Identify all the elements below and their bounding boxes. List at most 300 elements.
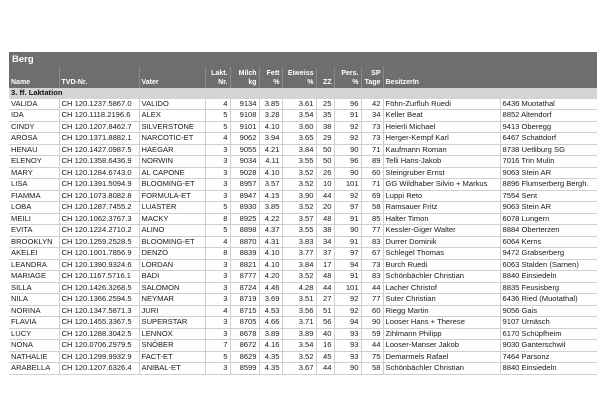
cell-pers: 97 — [334, 248, 361, 260]
cell-eiweiss: 3.57 — [282, 213, 316, 225]
cell-milch: 9134 — [230, 99, 259, 110]
cell-milch: 9108 — [230, 110, 259, 122]
cell-fett: 3.89 — [259, 328, 282, 340]
cell-ort: 6436 Ried (Muotathal) — [500, 294, 597, 306]
cell-eiweiss: 3.61 — [282, 99, 316, 110]
cell-sp: 71 — [361, 144, 383, 156]
cell-besitzer: Ramsauer Fritz — [383, 202, 500, 214]
table-title-row — [9, 52, 597, 67]
cell-sp: 34 — [361, 110, 383, 122]
cell-zz: 34 — [316, 236, 334, 248]
cell-vater: NORWIN — [139, 156, 205, 168]
cell-milch: 8777 — [230, 271, 259, 283]
cell-name: ELENOY — [9, 156, 59, 168]
cell-besitzer: Zihlmann Philipp — [383, 328, 500, 340]
cell-name: FIAMMA — [9, 190, 59, 202]
cell-lakt: 5 — [205, 225, 230, 237]
cell-milch: 8724 — [230, 282, 259, 294]
cell-eiweiss: 3.52 — [282, 351, 316, 363]
cell-zz: 48 — [316, 271, 334, 283]
table-row — [9, 167, 597, 179]
cell-sp: 77 — [361, 294, 383, 306]
cell-ort: 7554 Sent — [500, 190, 597, 202]
cell-besitzer: Lacher Christof — [383, 282, 500, 294]
col-header-eiweiss-line2: % — [307, 79, 314, 86]
cell-eiweiss: 3.54 — [282, 340, 316, 352]
cell-pers: 92 — [334, 294, 361, 306]
cell-tvd: CH 120.1390.9324.6 — [59, 259, 139, 271]
cell-besitzer: Demarmels Rafael — [383, 351, 500, 363]
cell-zz: 16 — [316, 340, 334, 352]
table-row — [9, 351, 597, 363]
cell-tvd: CH 120.1001.7856.9 — [59, 248, 139, 260]
cell-besitzer: GG Wildhaber Silvio + Markus — [383, 179, 500, 191]
cell-lakt: 3 — [205, 363, 230, 375]
cell-pers: 90 — [334, 144, 361, 156]
cell-lakt: 3 — [205, 167, 230, 179]
cell-lakt: 3 — [205, 282, 230, 294]
cell-milch: 8599 — [230, 363, 259, 375]
cell-vater: LENNOX — [139, 328, 205, 340]
cell-vater: BLOOMING-ET — [139, 179, 205, 191]
cell-pers: 91 — [334, 110, 361, 122]
cell-lakt: 3 — [205, 179, 230, 191]
cell-fett: 3.85 — [259, 99, 282, 110]
cell-ort: 9107 Urnäsch — [500, 317, 597, 329]
cell-zz: 35 — [316, 110, 334, 122]
cell-lakt: 8 — [205, 248, 230, 260]
cell-pers: 92 — [334, 190, 361, 202]
cell-sp: 58 — [361, 202, 383, 214]
cell-tvd: CH 120.1427.0987.5 — [59, 144, 139, 156]
cell-milch: 8947 — [230, 190, 259, 202]
cell-lakt: 7 — [205, 340, 230, 352]
cell-eiweiss: 3.65 — [282, 133, 316, 145]
cell-lakt: 3 — [205, 144, 230, 156]
cell-besitzer: Föhn-Zurfluh Ruedi — [383, 99, 500, 110]
col-header-lakt-line1: Lakt. — [211, 70, 228, 77]
cell-lakt: 5 — [205, 351, 230, 363]
cell-zz: 29 — [316, 133, 334, 145]
col-header-lakt-line2: Nr. — [218, 79, 228, 86]
cell-sp: 44 — [361, 282, 383, 294]
cell-milch: 8672 — [230, 340, 259, 352]
cell-tvd: CH 120.0706.2979.5 — [59, 340, 139, 352]
col-header-fett — [259, 67, 282, 88]
cell-milch: 9101 — [230, 121, 259, 133]
cell-vater: SILVERSTONE — [139, 121, 205, 133]
cell-eiweiss: 3.52 — [282, 271, 316, 283]
cell-besitzer: Riegg Martin — [383, 305, 500, 317]
cell-ort: 6436 Muotathal — [500, 99, 597, 110]
cell-name: NATHALIE — [9, 351, 59, 363]
cell-sp: 75 — [361, 351, 383, 363]
cell-pers: 92 — [334, 305, 361, 317]
cell-name: LUCY — [9, 328, 59, 340]
cell-ort: 6467 Schattdorf — [500, 133, 597, 145]
col-header-fett-line1: Fett — [266, 70, 280, 77]
cell-ort: 9063 Stein AR — [500, 167, 597, 179]
cell-name: NILA — [9, 294, 59, 306]
col-header-besitzer: BesitzerIn — [383, 67, 597, 88]
cell-fett: 4.46 — [259, 282, 282, 294]
col-header-sp-line2: Tage — [364, 79, 381, 86]
cell-vater: LUASTER — [139, 202, 205, 214]
cell-zz: 27 — [316, 294, 334, 306]
cell-tvd: CH 120.1287.7455.2 — [59, 202, 139, 214]
table-title: Berg — [9, 52, 597, 67]
table-row — [9, 99, 597, 110]
cell-fett: 4.22 — [259, 213, 282, 225]
cell-pers: 91 — [334, 213, 361, 225]
cell-fett: 4.66 — [259, 317, 282, 329]
table-row — [9, 156, 597, 168]
col-header-sp — [361, 67, 383, 88]
cell-milch: 8870 — [230, 236, 259, 248]
table-row — [9, 328, 597, 340]
cell-pers: 93 — [334, 328, 361, 340]
cell-sp: 89 — [361, 156, 383, 168]
cell-tvd: CH 120.1259.2528.5 — [59, 236, 139, 248]
cell-ort: 8852 Altendorf — [500, 110, 597, 122]
cell-lakt: 5 — [205, 202, 230, 214]
cell-besitzer: Kessler-Giger Walter — [383, 225, 500, 237]
cell-name: LISA — [9, 179, 59, 191]
cell-besitzer: Suter Christian — [383, 294, 500, 306]
cell-tvd: CH 120.1347.5871.3 — [59, 305, 139, 317]
cell-tvd: CH 120.1207.8462.7 — [59, 121, 139, 133]
cell-eiweiss: 4.28 — [282, 282, 316, 294]
section-label: 3. ff. Laktation — [9, 88, 597, 99]
cell-name: NORINA — [9, 305, 59, 317]
cell-ort: 8896 Flumserberg Bergh. — [500, 179, 597, 191]
cell-lakt: 3 — [205, 156, 230, 168]
cell-sp: 44 — [361, 340, 383, 352]
header-row — [9, 67, 597, 88]
cell-fett: 4.10 — [259, 248, 282, 260]
cell-fett: 4.53 — [259, 305, 282, 317]
col-header-pers-line2: % — [352, 79, 359, 86]
table-row — [9, 144, 597, 156]
cell-zz: 50 — [316, 144, 334, 156]
table-row — [9, 179, 597, 191]
table-row — [9, 190, 597, 202]
cell-sp: 83 — [361, 236, 383, 248]
cell-vater: FACT-ET — [139, 351, 205, 363]
cell-besitzer: Telli Hans-Jakob — [383, 156, 500, 168]
cell-fett: 4.20 — [259, 271, 282, 283]
livestock-table-container — [9, 52, 597, 375]
table-row — [9, 340, 597, 352]
cell-milch: 9055 — [230, 144, 259, 156]
cell-zz: 25 — [316, 99, 334, 110]
cell-zz: 17 — [316, 259, 334, 271]
cell-sp: 73 — [361, 259, 383, 271]
cell-fett: 4.31 — [259, 236, 282, 248]
cell-milch: 8930 — [230, 202, 259, 214]
cell-fett: 4.10 — [259, 167, 282, 179]
cell-ort: 9472 Grabserberg — [500, 248, 597, 260]
cell-vater: NEYMAR — [139, 294, 205, 306]
cell-zz: 40 — [316, 328, 334, 340]
table-row — [9, 213, 597, 225]
col-header-pers — [334, 67, 361, 88]
cell-ort: 9056 Gais — [500, 305, 597, 317]
cell-lakt: 4 — [205, 236, 230, 248]
cell-zz: 20 — [316, 202, 334, 214]
cell-pers: 94 — [334, 317, 361, 329]
cell-zz: 44 — [316, 363, 334, 375]
cell-besitzer: Durrer Dominik — [383, 236, 500, 248]
cell-name: AKELEI — [9, 248, 59, 260]
cell-zz: 56 — [316, 317, 334, 329]
cell-vater: BLOOMING-ET — [139, 236, 205, 248]
cell-zz: 51 — [316, 305, 334, 317]
col-header-zz: ZZ — [316, 67, 334, 88]
col-header-eiweiss-line1: Eiweiss — [287, 70, 314, 77]
cell-fett: 3.94 — [259, 133, 282, 145]
cell-milch: 8925 — [230, 213, 259, 225]
table-row — [9, 259, 597, 271]
cell-lakt: 3 — [205, 317, 230, 329]
cell-fett: 4.21 — [259, 144, 282, 156]
cell-tvd: CH 120.1207.6326.4 — [59, 363, 139, 375]
cell-sp: 67 — [361, 248, 383, 260]
cell-eiweiss: 3.60 — [282, 121, 316, 133]
cell-fett: 4.16 — [259, 340, 282, 352]
table-row — [9, 363, 597, 375]
cell-fett: 4.37 — [259, 225, 282, 237]
cell-zz: 38 — [316, 121, 334, 133]
cell-besitzer: Schönbächler Christian — [383, 363, 500, 375]
cell-besitzer: Schönbächler Christian — [383, 271, 500, 283]
cell-pers: 94 — [334, 259, 361, 271]
cell-zz: 44 — [316, 190, 334, 202]
cell-pers: 90 — [334, 225, 361, 237]
cell-tvd: CH 120.1371.8882.1 — [59, 133, 139, 145]
cell-sp: 73 — [361, 133, 383, 145]
cell-name: MARY — [9, 167, 59, 179]
cell-fett: 4.15 — [259, 190, 282, 202]
cell-milch: 8705 — [230, 317, 259, 329]
table-row — [9, 271, 597, 283]
table-row — [9, 202, 597, 214]
cell-name: NONA — [9, 340, 59, 352]
cell-tvd: CH 120.1455.3367.5 — [59, 317, 139, 329]
livestock-table — [9, 52, 597, 375]
cell-vater: ALEX — [139, 110, 205, 122]
cell-lakt: 3 — [205, 190, 230, 202]
cell-lakt: 3 — [205, 294, 230, 306]
cell-zz: 38 — [316, 225, 334, 237]
section-row — [9, 88, 597, 99]
cell-eiweiss: 3.52 — [282, 202, 316, 214]
cell-zz: 26 — [316, 167, 334, 179]
cell-ort: 9063 Stein AR — [500, 202, 597, 214]
cell-eiweiss: 3.83 — [282, 236, 316, 248]
table-row — [9, 133, 597, 145]
cell-vater: LORDAN — [139, 259, 205, 271]
cell-ort: 8840 Einsiedeln — [500, 363, 597, 375]
col-header-milch-line1: Milch — [238, 70, 257, 77]
cell-name: BROOKLYN — [9, 236, 59, 248]
col-header-lakt — [205, 67, 230, 88]
cell-name: SILLA — [9, 282, 59, 294]
cell-lakt: 3 — [205, 259, 230, 271]
cell-tvd: CH 120.1118.2196.6 — [59, 110, 139, 122]
cell-lakt: 8 — [205, 213, 230, 225]
cell-fett: 3.69 — [259, 294, 282, 306]
cell-tvd: CH 120.1062.3767.3 — [59, 213, 139, 225]
cell-milch: 9034 — [230, 156, 259, 168]
cell-pers: 92 — [334, 133, 361, 145]
table-row — [9, 121, 597, 133]
cell-name: VALIDA — [9, 99, 59, 110]
cell-fett: 3.28 — [259, 110, 282, 122]
cell-pers: 96 — [334, 156, 361, 168]
cell-name: AROSA — [9, 133, 59, 145]
cell-zz: 45 — [316, 351, 334, 363]
cell-milch: 8957 — [230, 179, 259, 191]
cell-lakt: 4 — [205, 133, 230, 145]
col-header-milch-line2: kg — [248, 79, 257, 86]
cell-vater: DENZO — [139, 248, 205, 260]
cell-pers: 97 — [334, 202, 361, 214]
cell-ort: 7016 Trin Mulin — [500, 156, 597, 168]
cell-besitzer: Kaufmann Roman — [383, 144, 500, 156]
cell-besitzer: Herger-Kempf Karl — [383, 133, 500, 145]
cell-milch: 8719 — [230, 294, 259, 306]
cell-tvd: CH 120.1288.3042.5 — [59, 328, 139, 340]
cell-vater: HAEGAR — [139, 144, 205, 156]
cell-ort: 9413 Oberegg — [500, 121, 597, 133]
cell-eiweiss: 3.84 — [282, 259, 316, 271]
cell-eiweiss: 3.67 — [282, 363, 316, 375]
cell-milch: 8629 — [230, 351, 259, 363]
cell-sp: 73 — [361, 121, 383, 133]
cell-besitzer: Looser Hans + Therese — [383, 317, 500, 329]
cell-eiweiss: 3.90 — [282, 190, 316, 202]
cell-lakt: 5 — [205, 121, 230, 133]
cell-name: LEANDRA — [9, 259, 59, 271]
cell-besitzer: Heierli Michael — [383, 121, 500, 133]
cell-vater: FORMULA-ET — [139, 190, 205, 202]
cell-pers: 90 — [334, 167, 361, 179]
cell-sp: 60 — [361, 305, 383, 317]
cell-besitzer: Steingruber Ernst — [383, 167, 500, 179]
cell-vater: MACKY — [139, 213, 205, 225]
cell-vater: SUPERSTAR — [139, 317, 205, 329]
cell-zz: 44 — [316, 282, 334, 294]
cell-vater: BADI — [139, 271, 205, 283]
table-row — [9, 236, 597, 248]
cell-sp: 77 — [361, 225, 383, 237]
cell-eiweiss: 3.51 — [282, 294, 316, 306]
cell-besitzer: Schlegel Thomas — [383, 248, 500, 260]
cell-sp: 42 — [361, 99, 383, 110]
cell-milch: 8898 — [230, 225, 259, 237]
cell-ort: 6078 Lungern — [500, 213, 597, 225]
table-row — [9, 294, 597, 306]
cell-sp: 85 — [361, 213, 383, 225]
cell-pers: 90 — [334, 363, 361, 375]
cell-vater: NARCOTIC-ET — [139, 133, 205, 145]
cell-sp: 60 — [361, 167, 383, 179]
cell-tvd: CH 120.1224.2710.2 — [59, 225, 139, 237]
cell-milch: 9028 — [230, 167, 259, 179]
cell-milch: 8715 — [230, 305, 259, 317]
cell-sp: 58 — [361, 363, 383, 375]
cell-sp: 90 — [361, 317, 383, 329]
cell-eiweiss: 3.77 — [282, 248, 316, 260]
table-row — [9, 282, 597, 294]
cell-lakt: 4 — [205, 99, 230, 110]
cell-sp: 83 — [361, 271, 383, 283]
cell-zz: 48 — [316, 213, 334, 225]
cell-fett: 4.11 — [259, 156, 282, 168]
cell-eiweiss: 3.84 — [282, 144, 316, 156]
cell-tvd: CH 120.1358.6436.9 — [59, 156, 139, 168]
table-row — [9, 248, 597, 260]
cell-vater: ANIBAL-ET — [139, 363, 205, 375]
col-header-pers-line1: Pers. — [341, 70, 359, 77]
cell-vater: ALINO — [139, 225, 205, 237]
cell-milch: 8678 — [230, 328, 259, 340]
table-row — [9, 305, 597, 317]
cell-vater: AL CAPONE — [139, 167, 205, 179]
cell-tvd: CH 120.1391.5094.9 — [59, 179, 139, 191]
cell-fett: 3.85 — [259, 202, 282, 214]
cell-ort: 8738 Uetliburg SG — [500, 144, 597, 156]
cell-name: IDA — [9, 110, 59, 122]
cell-vater: SALOMON — [139, 282, 205, 294]
cell-besitzer: Keller Beat — [383, 110, 500, 122]
cell-eiweiss: 3.71 — [282, 317, 316, 329]
cell-ort: 8840 Einsiedeln — [500, 271, 597, 283]
cell-besitzer: Luppi Reto — [383, 190, 500, 202]
cell-besitzer: Burch Ruedi — [383, 259, 500, 271]
cell-name: MEILI — [9, 213, 59, 225]
cell-vater: SNÖBER — [139, 340, 205, 352]
col-header-milch — [230, 67, 259, 88]
cell-pers: 91 — [334, 271, 361, 283]
cell-eiweiss: 3.54 — [282, 110, 316, 122]
cell-eiweiss: 3.52 — [282, 167, 316, 179]
table-row — [9, 317, 597, 329]
cell-ort: 7464 Parsonz — [500, 351, 597, 363]
cell-name: MARIAGE — [9, 271, 59, 283]
cell-fett: 4.10 — [259, 259, 282, 271]
cell-tvd: CH 120.1167.5716.1 — [59, 271, 139, 283]
cell-name: HENAU — [9, 144, 59, 156]
cell-besitzer: Halter Timon — [383, 213, 500, 225]
col-header-vater: Vater — [139, 67, 205, 88]
cell-ort: 9030 Ganterschwil — [500, 340, 597, 352]
cell-lakt: 3 — [205, 328, 230, 340]
col-header-name: Name — [9, 67, 59, 88]
cell-eiweiss: 3.56 — [282, 305, 316, 317]
cell-eiweiss: 3.89 — [282, 328, 316, 340]
cell-ort: 8884 Oberterzen — [500, 225, 597, 237]
cell-pers: 91 — [334, 236, 361, 248]
cell-tvd: CH 120.1284.6743.0 — [59, 167, 139, 179]
cell-zz: 50 — [316, 156, 334, 168]
cell-tvd: CH 120.1366.2594.5 — [59, 294, 139, 306]
cell-sp: 71 — [361, 179, 383, 191]
col-header-sp-line1: SP — [371, 70, 381, 77]
cell-eiweiss: 3.55 — [282, 156, 316, 168]
cell-pers: 92 — [334, 121, 361, 133]
